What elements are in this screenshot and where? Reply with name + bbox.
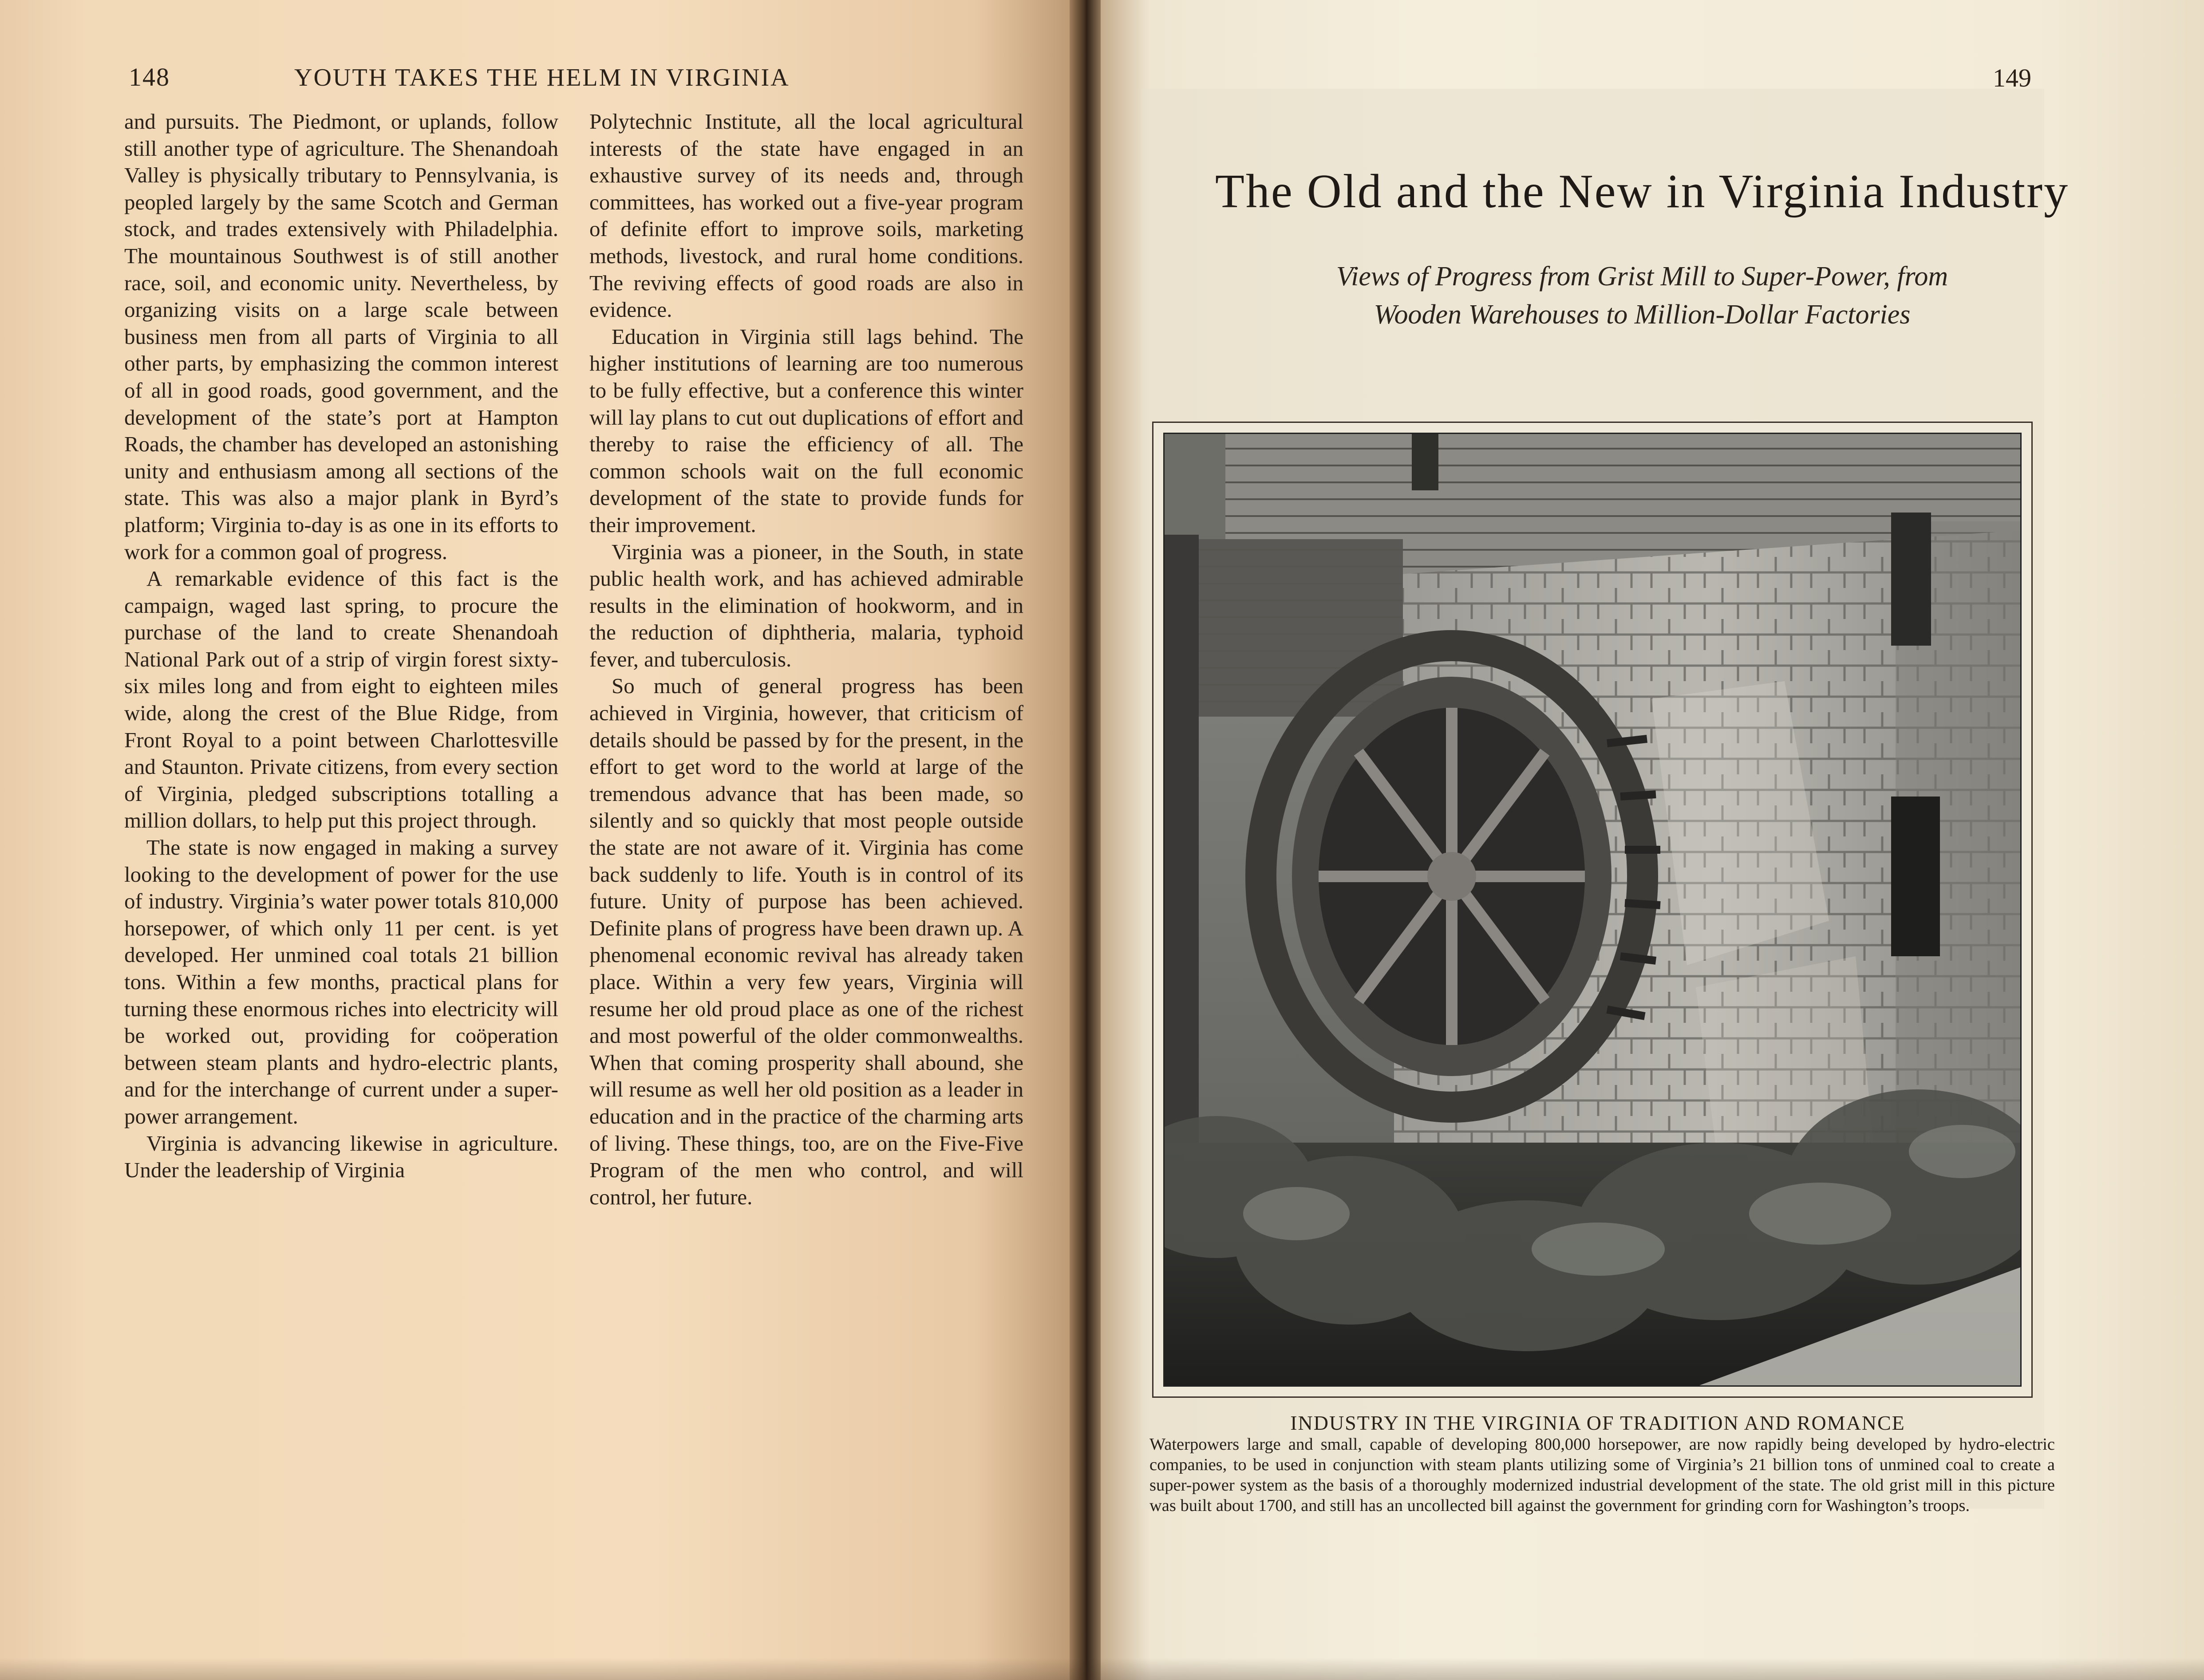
paragraph: Virginia was a pioneer, in the South, in state public health work, and has achieved admirable results in the elimination of hookworm, and in the reduction of diphtheria, malaria, typhoid fever, and tuberculosis.	[589, 539, 1023, 671]
paragraph: A remarkable evidence of this fact is the campaign, waged last spring, to procure the purchase of the land to create Shenandoah National Park out of a strip of virgin forest sixty-six miles long and from eight to eighteen miles wide, along the crest of the Blue Ridge, from Front Royal to a point between Charlottesville and Staunton. Private citizens, from every section of Virginia, pledged subscriptions totalling a million dollars, to help put this project through.	[124, 566, 558, 833]
left-page	[0, 0, 1083, 1680]
grist-mill-photo	[1163, 433, 2022, 1387]
article-subhead	[1154, 257, 2130, 334]
page-number-right: 149	[1993, 63, 2031, 92]
caption-title: INDUSTRY IN THE VIRGINIA OF TRADITION AND ROMANCE	[1290, 1412, 1905, 1434]
water-wheel	[1261, 646, 1660, 1107]
caption-body: Waterpowers large and small, capable of developing 800,000 horsepower, are now rapidly being developed by hydro-electric companies, to be used in conjunction with steam plants utilizing some of Virginia’s 21 billion tons of unmined coal to create a super-power system as the basis of a thoroughly modernized industrial development of the state. The old grist mill in this picture was built about 1700, and still has an uncollected bill against the government for grinding corn for Washington’s troops.	[1149, 1435, 2055, 1515]
paragraph: So much of general progress has been achieved in Virginia, however, that criticism of details should be passed by for the present, in the effort to get word to the world at large of the tremendous advance that has been made, so silently and so quickly that most people outside the state are not aware of it. Virginia has come back suddenly to life. Youth is in control of its future. Unity of purpose has been achieved. Definite plans of progress have been drawn up. A phenomenal economic revival has already taken place. Within a very few years, Virginia will resume her old proud place as one of the richest and most powerful of the older commonwealths. When that coming prosperity shall abound, she will resume as well her old position as a leader in education and in the practice of the charming arts of living. These things, too, are on the Five-Five Program of the men who control, and will control, her future.	[589, 674, 1023, 1209]
right-page	[1083, 0, 2204, 1680]
book-gutter	[1070, 0, 1101, 1680]
paragraph: Polytechnic Institute, all the local agricultural interests of the state have engaged in an exhaustive survey of its needs and, through committees, has worked out a five-year program of definite effort to improve soils, marketing methods, livestock, and rural home conditions. The reviving effects of good roads are also in evidence.	[589, 109, 1023, 322]
page-number-left: 148	[129, 63, 170, 91]
text-column-2	[589, 108, 1023, 1211]
paragraph: Virginia is advancing likewise in agriculture. Under the leadership of Virginia	[124, 1131, 558, 1183]
photo-frame	[1152, 422, 2033, 1398]
subhead-line: Wooden Warehouses to Million-Dollar Factories	[1374, 300, 1911, 330]
paragraph: and pursuits. The Piedmont, or uplands, follow still another type of agriculture. The Shenandoah Valley is physically tributary to Pennsylvania, is peopled largely by the same Scotch and German stock, and trades extensively with Philadelphia. The mountainous Southwest is of still another race, soil, and economic unity. Nevertheless, by organizing visits on a large scale between business men from all parts of Virginia to all other parts, by emphasizing the common interest of all in good roads, good government, and the development of the state’s port at Hampton Roads, the chamber has developed an astonishing unity and enthusiasm among all sections of the state. This was also a major plank in Byrd’s platform; Virginia to-day is as one in its efforts to work for a common goal of progress.	[124, 109, 558, 564]
running-title: YOUTH TAKES THE HELM IN VIRGINIA	[294, 64, 790, 91]
page-bottom-edge	[0, 1658, 2204, 1680]
article-headline: The Old and the New in Virginia Industry	[1215, 165, 2070, 218]
text-column-1	[124, 108, 558, 1184]
subhead-line: Views of Progress from Grist Mill to Super-Power, from	[1336, 261, 1948, 292]
paragraph: The state is now engaged in making a survey looking to the development of power for the use of industry. Virginia’s water power totals 810,000 horsepower, of which only 11 per cent. is yet developed. Her unmined coal totals 21 billion tons. Within a few months, practical plans for turning these enormous riches into electricity will be worked out, providing for coöperation between steam plants and hydro-electric plants, and for the interchange of current under a super-power arrangement.	[124, 835, 558, 1128]
grist-mill-illustration	[1163, 433, 2022, 1387]
running-head	[129, 62, 861, 92]
paragraph: Education in Virginia still lags behind. The higher institutions of learning are too numerous to be fully effective, but a conference this winter will lay plans to cut out duplications of effort and thereby to raise the efficiency of all. The common schools wait on the full economic development of the state to provide funds for their improvement.	[589, 324, 1023, 537]
